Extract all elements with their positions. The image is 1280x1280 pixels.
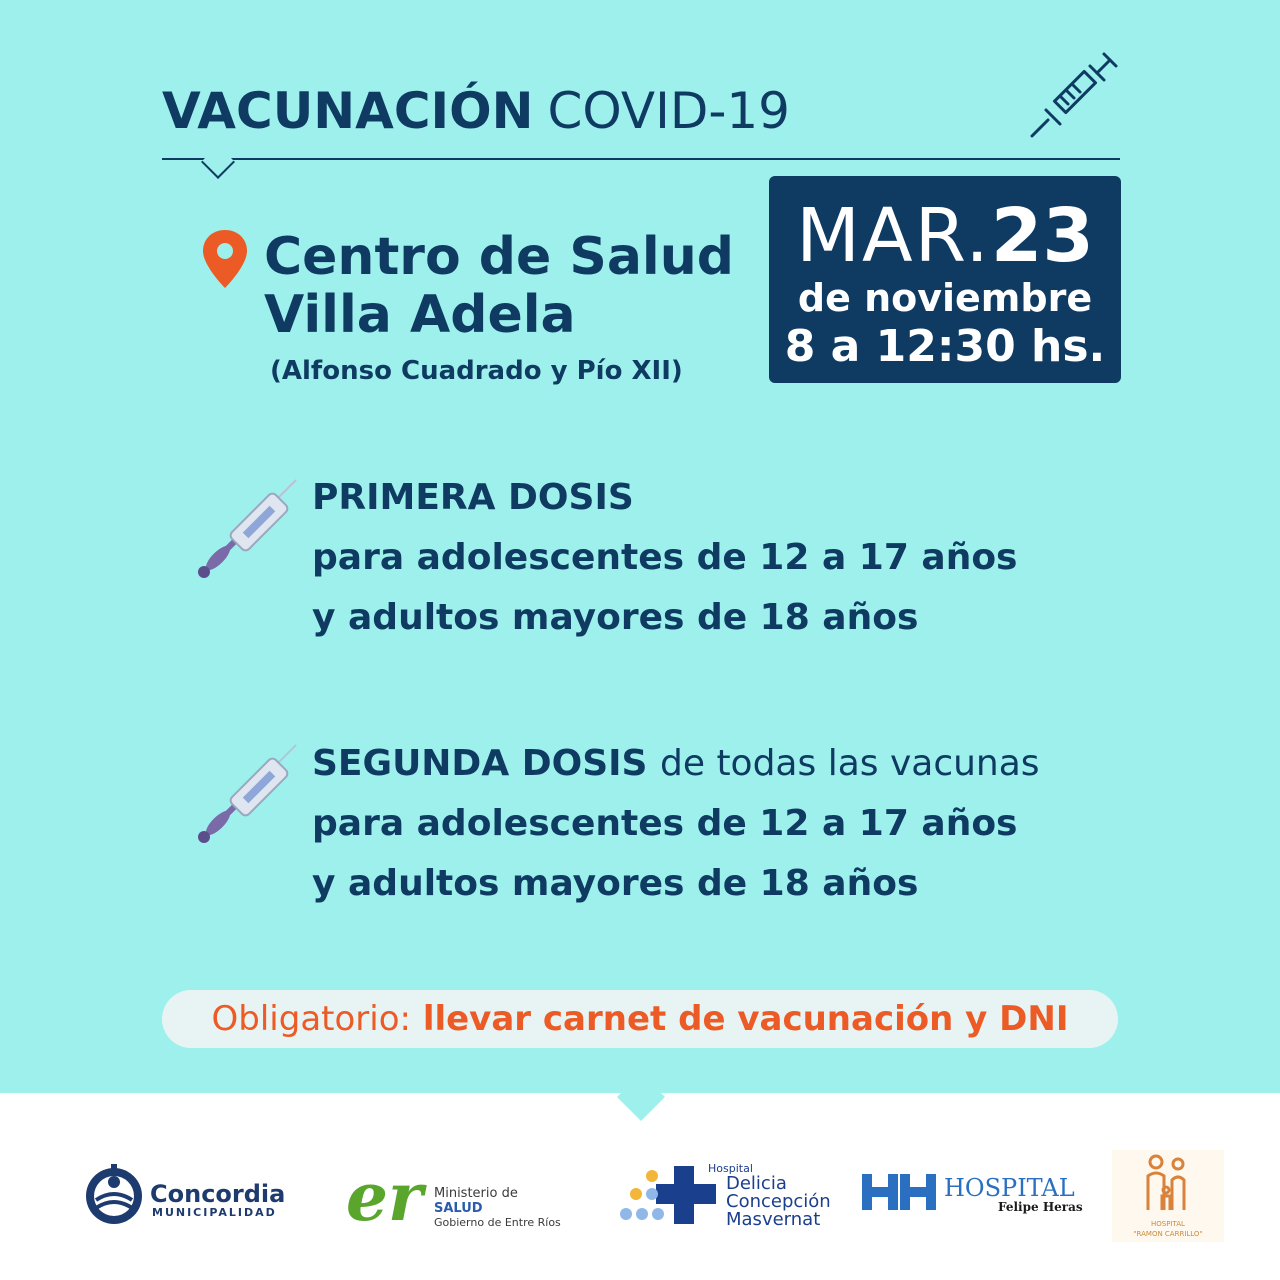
heras-line1: HOSPITAL xyxy=(944,1174,1075,1202)
dose-first-heading xyxy=(312,468,1017,528)
medical-cross-icon xyxy=(618,1160,722,1232)
location-name-line2: Villa Adela xyxy=(264,285,576,345)
delicia-line3: Masvernat xyxy=(726,1209,821,1230)
dose-second xyxy=(312,734,1040,914)
ministerio-line3: Gobierno de Entre Ríos xyxy=(434,1216,561,1229)
er-mark-icon: er xyxy=(346,1158,423,1236)
syringe-icon xyxy=(192,476,300,584)
divider-notch xyxy=(201,145,235,179)
dose-second-heading xyxy=(312,734,1040,794)
delicia-line2: Concepción xyxy=(726,1191,831,1212)
title-strong: VACUNACIÓN xyxy=(162,82,534,140)
date-day: 23 xyxy=(990,193,1094,279)
header-divider xyxy=(162,158,1120,160)
date-weekday-day xyxy=(769,193,1121,279)
family-icon xyxy=(1112,1150,1224,1220)
requirement-notice xyxy=(162,990,1118,1048)
date-hours: 8 a 12:30 hs. xyxy=(784,321,1106,372)
concordia-emblem-icon xyxy=(82,1160,146,1230)
date-weekday: MAR. xyxy=(796,193,991,279)
carrillo-line2: "RAMON CARRILLO" xyxy=(1133,1230,1203,1238)
dose-first xyxy=(312,468,1017,648)
syringe-icon xyxy=(1028,48,1122,142)
dose-first-title: PRIMERA DOSIS xyxy=(312,477,634,518)
concordia-logo xyxy=(82,1160,286,1230)
dose-second-title: SEGUNDA DOSIS xyxy=(312,743,648,784)
hospital-carrillo-logo xyxy=(1112,1150,1224,1242)
concordia-name: Concordia xyxy=(150,1180,286,1208)
date-month: de noviembre xyxy=(797,276,1093,320)
title-light: COVID-19 xyxy=(547,82,790,140)
ministerio-line2: SALUD xyxy=(434,1201,483,1216)
dose-second-line3: y adultos mayores de 18 años xyxy=(312,863,919,904)
notice-text: llevar carnet de vacunación y DNI xyxy=(422,999,1069,1039)
syringe-icon xyxy=(192,741,300,849)
date-box xyxy=(769,176,1121,383)
dose-first-line3: y adultos mayores de 18 años xyxy=(312,597,919,638)
delicia-line1: Delicia xyxy=(726,1173,787,1194)
hospital-delicia-logo xyxy=(618,1160,838,1232)
carrillo-line1: HOSPITAL xyxy=(1151,1220,1185,1228)
map-pin-icon xyxy=(200,228,250,290)
ministerio-salud-logo xyxy=(346,1158,576,1234)
dose-second-line2: para adolescentes de 12 a 17 años xyxy=(312,803,1018,844)
ministerio-line1: Ministerio de xyxy=(434,1186,518,1201)
poster-title xyxy=(162,82,790,140)
hospital-h-icon xyxy=(862,1174,936,1212)
location-address: (Alfonso Cuadrado y Pío XII) xyxy=(270,356,683,386)
dose-first-line2: para adolescentes de 12 a 17 años xyxy=(312,537,1018,578)
location-name xyxy=(264,228,734,344)
delicia-line0: Hospital xyxy=(708,1162,753,1175)
location-name-line1: Centro de Salud xyxy=(264,227,734,287)
notice-label: Obligatorio: xyxy=(211,999,411,1039)
heras-line2: Felipe Heras xyxy=(998,1200,1083,1214)
concordia-sub: MUNICIPALIDAD xyxy=(152,1206,277,1219)
hospital-heras-logo xyxy=(862,1172,1083,1216)
dose-second-title-tail: de todas las vacunas xyxy=(660,743,1040,784)
